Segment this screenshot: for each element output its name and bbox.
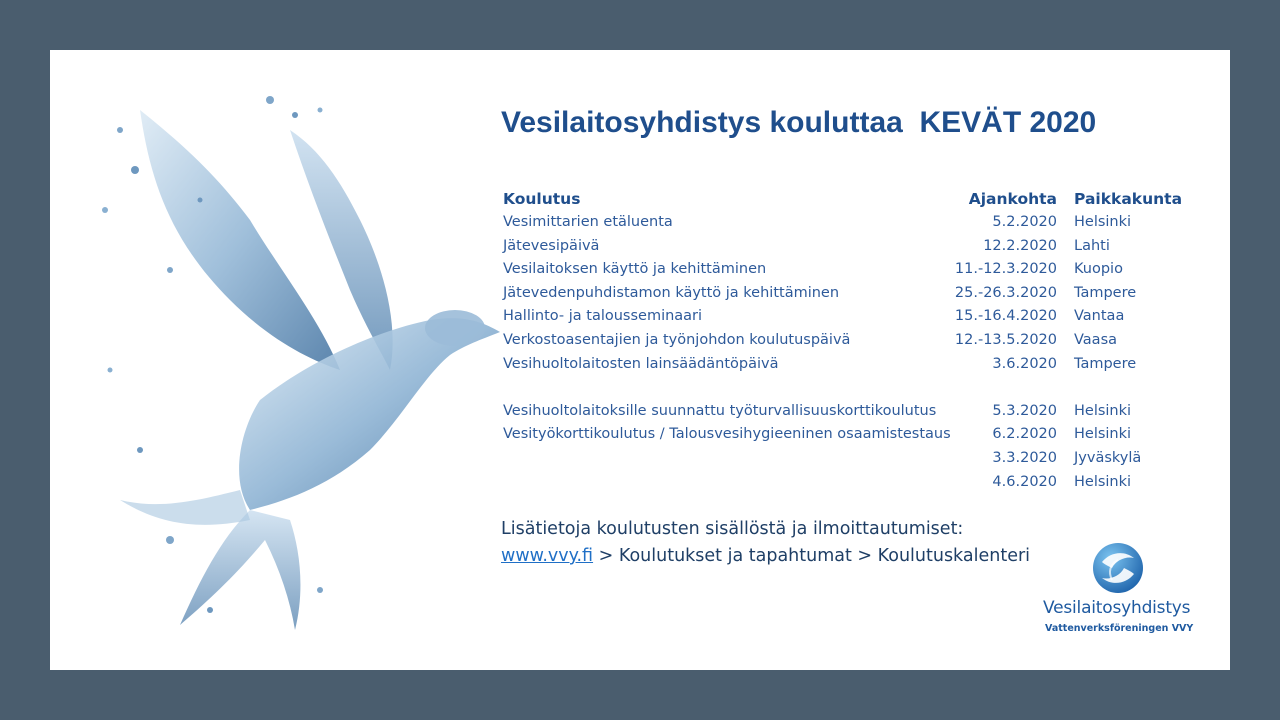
table-row <box>503 332 1203 356</box>
table-row <box>503 403 1203 427</box>
course-place: Tampere <box>1074 284 1137 301</box>
vvy-logo <box>1035 542 1215 642</box>
course-date: 11.-12.3.2020 <box>954 261 1057 278</box>
course-place: Jyväskylä <box>1074 449 1142 466</box>
course-name: Vesityökorttikoulutus / Talousvesihygieeninen osaamistestaus <box>503 426 951 443</box>
table-row <box>503 474 1203 498</box>
course-name: Vesihuoltolaitoksille suunnattu työturvallisuuskorttikoulutus <box>503 402 937 419</box>
course-place: Helsinki <box>1074 402 1132 419</box>
course-date: 3.6.2020 <box>992 355 1057 372</box>
course-date: 5.2.2020 <box>992 214 1057 230</box>
table-header <box>503 190 1203 214</box>
table-row <box>503 214 1203 238</box>
course-date: 25.-26.3.2020 <box>954 284 1057 301</box>
logo-name: Vesilaitosyhdistys <box>1043 598 1191 618</box>
course-place: Lahti <box>1074 237 1110 254</box>
course-date: 4.6.2020 <box>992 473 1057 490</box>
course-place: Helsinki <box>1074 426 1132 443</box>
course-date: 5.3.2020 <box>992 402 1057 419</box>
course-date: 12.2.2020 <box>983 237 1057 254</box>
course-place: Vantaa <box>1074 308 1125 325</box>
course-place: Tampere <box>1074 355 1137 372</box>
course-name: Jätevedenpuhdistamon käyttö ja kehittäminen <box>503 284 840 301</box>
table-row <box>503 238 1203 262</box>
table-spacer <box>503 379 1203 403</box>
course-name: Vesihuoltolaitosten lainsäädäntöpäivä <box>503 355 779 372</box>
water-dove-image <box>80 70 500 630</box>
course-date: 12.-13.5.2020 <box>954 331 1057 348</box>
course-date: 3.3.2020 <box>992 449 1057 466</box>
course-date: 6.2.2020 <box>992 426 1057 443</box>
course-place: Vaasa <box>1074 331 1118 348</box>
course-name: Vesimittarien etäluenta <box>503 214 673 230</box>
table-row <box>503 308 1203 332</box>
course-place: Helsinki <box>1074 473 1132 490</box>
vvy-logo-icon <box>1092 542 1144 594</box>
table-row <box>503 450 1203 474</box>
info-path: > Koulutukset ja tapahtumat > Koulutuskalenteri <box>593 546 1031 566</box>
course-date: 15.-16.4.2020 <box>954 308 1057 325</box>
info-path-line <box>501 543 1030 570</box>
table-row <box>503 285 1203 309</box>
header-place: Paikkakunta <box>1074 190 1183 208</box>
header-course: Koulutus <box>503 190 581 208</box>
course-table <box>503 190 1203 497</box>
header-date: Ajankohta <box>968 190 1057 208</box>
info-block <box>501 516 1030 570</box>
info-text: Lisätietoja koulutusten sisällöstä ja ilmoittautumiset: <box>501 519 964 539</box>
course-name: Vesilaitoksen käyttö ja kehittäminen <box>503 261 767 278</box>
table-row <box>503 261 1203 285</box>
course-place: Helsinki <box>1074 214 1132 230</box>
logo-subtitle: Vattenverksföreningen VVY <box>1045 623 1194 634</box>
table-row <box>503 426 1203 450</box>
course-name: Verkostoasentajien ja työnjohdon koulutuspäivä <box>503 331 851 348</box>
page-title: Vesilaitosyhdistys kouluttaa KEVÄT 2020 <box>501 106 1097 139</box>
slide <box>50 50 1230 670</box>
vvy-link[interactable]: www.vvy.fi <box>501 546 594 566</box>
course-name: Jätevesipäivä <box>503 237 600 254</box>
table-row <box>503 356 1203 380</box>
course-name: Hallinto- ja talousseminaari <box>503 308 703 325</box>
course-place: Kuopio <box>1074 261 1123 278</box>
